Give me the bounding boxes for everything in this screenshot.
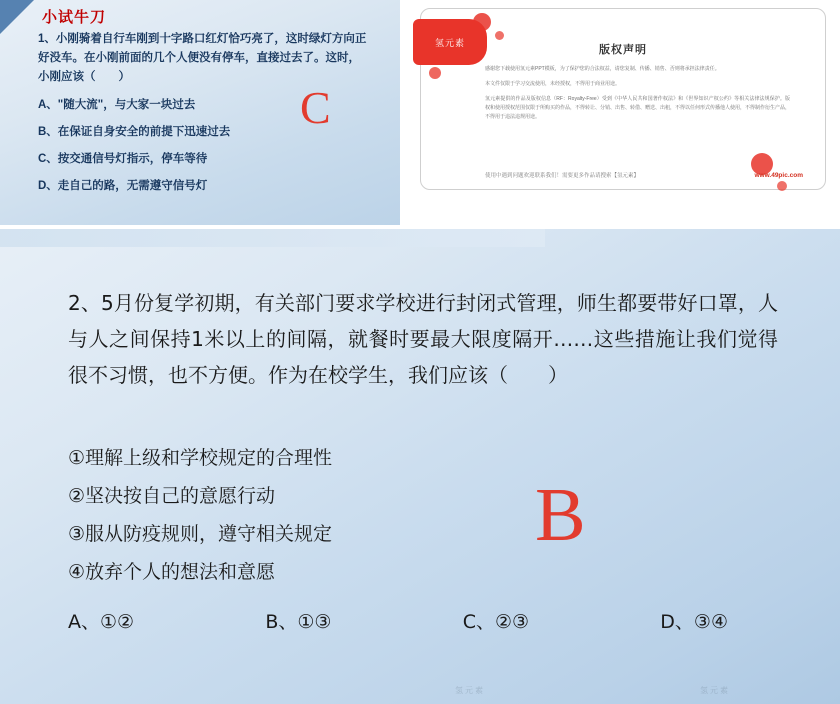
statement-item: ②坚决按自己的意愿行动 [68, 485, 276, 507]
option-d: D、走自己的路，无需遵守信号灯 [38, 180, 208, 192]
corner-decoration [0, 0, 34, 34]
watermark: 氢元素 [455, 686, 485, 695]
header-band [0, 229, 545, 247]
option-a: A、①② [68, 611, 135, 633]
option-a: A、"随大流"，与大家一块过去 [38, 99, 196, 111]
options-list [68, 607, 728, 634]
decor-dot-icon [429, 67, 441, 79]
question-text: 1、小刚骑着自行车刚到十字路口红灯恰巧亮了，这时绿灯方向正好没车。在小刚前面的几个人便没有停车，直接过去了。这时，小刚应该（ ） [38, 33, 367, 83]
option-b: B、①③ [265, 611, 332, 633]
question-text: 2、5月份复学初期，有关部门要求学校进行封闭式管理，师生都要带好口罩，人与人之间保持1米以上的间隔，就餐时要最大限度隔开……这些措施让我们觉得很不习惯，也不方便。作为在校学生，我们应该（ ） [68, 291, 778, 387]
option-d: D、③④ [660, 611, 728, 633]
option-b: B、在保证自身安全的前提下迅速过去 [38, 126, 231, 138]
slide-bottom [0, 229, 840, 704]
statement-item: ④放弃个人的想法和意愿 [68, 561, 276, 583]
copyright-paragraph: 氢元素提供的作品及版权信息（RF：Royalty-Free）受到《中华人民共和国著作权法》和《世界知识产权公约》等相关法律法规保护。版权和使用授权范围仅限于所购买的作品，不得转让、分销、出售、转借、赠送、出租，不得以任何形式传播他人使用，不得制作衍生产品，不得用于违法违规用途。 [485, 96, 791, 120]
brand-badge: 氢元素 [413, 19, 487, 65]
copyright-paragraph: 本文件仅限于学习交流使用，未经授权，不得用于商业用途。 [485, 81, 621, 87]
copyright-card [420, 8, 826, 190]
slide-top-left [0, 0, 400, 225]
decor-dot-icon [777, 181, 787, 191]
slide-title: 小试牛刀 [42, 9, 107, 26]
answer-mark: C [300, 82, 331, 133]
slide-top-right [404, 0, 840, 225]
site-url[interactable]: www.49pic.com [754, 172, 803, 179]
copyright-title: 版权声明 [599, 44, 647, 56]
watermark: 氢元素 [700, 686, 730, 695]
statement-item: ③服从防疫规则，遵守相关规定 [68, 523, 333, 545]
copyright-footer: 使用中遇到问题欢迎联系我们！需要更多作品请搜索【氢元素】 [485, 173, 640, 179]
decor-dot-icon [495, 31, 504, 40]
answer-mark: B [535, 473, 586, 557]
option-c: C、按交通信号灯指示，停车等待 [38, 153, 208, 165]
copyright-body [485, 65, 790, 128]
option-c: C、②③ [462, 611, 530, 633]
copyright-paragraph: 感谢您下载使用氢元素PPT模板，为了保护您的合法权益，请您复制、传播、销售、否则将承担法律责任。 [485, 66, 720, 72]
statement-item: ①理解上级和学校规定的合理性 [68, 447, 333, 469]
